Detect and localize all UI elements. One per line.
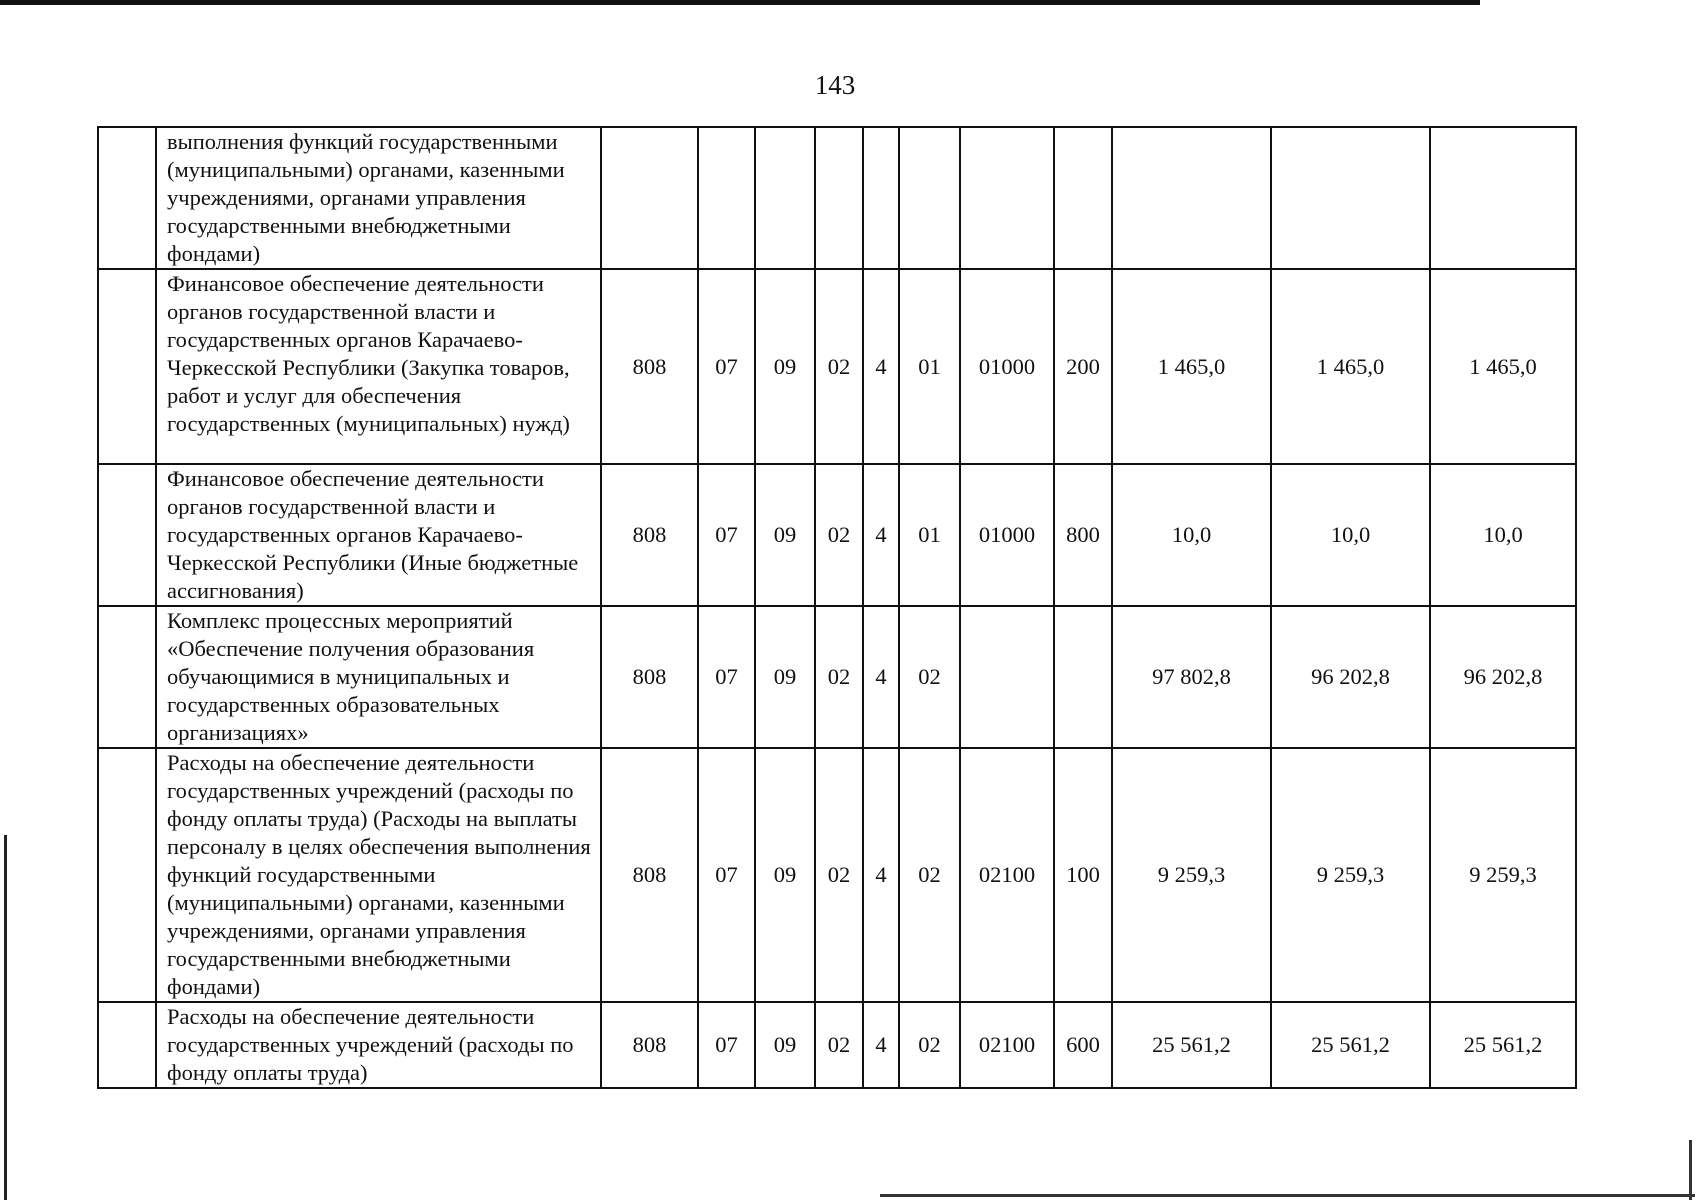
section-code-cell: 07 — [698, 464, 755, 606]
structure-type-code-cell: 4 — [863, 606, 899, 748]
structure-element-code-cell: 02 — [899, 606, 960, 748]
amount-year-2-cell: 96 202,8 — [1271, 606, 1430, 748]
expense-type-code-cell: 100 — [1054, 748, 1112, 1002]
grbs-code-cell: 808 — [601, 748, 698, 1002]
subsection-code-cell: 09 — [755, 269, 815, 464]
subsection-code-cell: 09 — [755, 606, 815, 748]
table-row — [98, 748, 1576, 1002]
budget-table — [97, 126, 1577, 1089]
direction-code-cell: 02100 — [960, 1002, 1054, 1088]
section-code-cell: 07 — [698, 269, 755, 464]
structure-element-code-cell: 01 — [899, 464, 960, 606]
amount-year-1-cell — [1112, 127, 1271, 269]
row-number-cell — [98, 1002, 156, 1088]
scan-edge-left — [4, 835, 7, 1200]
amount-year-3-cell: 1 465,0 — [1430, 269, 1576, 464]
expense-type-code-cell — [1054, 127, 1112, 269]
structure-type-code-cell: 4 — [863, 748, 899, 1002]
description-cell: Расходы на обеспечение деятельности государственных учреждений (расходы по фонду оплаты труда) (Расходы на выплаты персоналу в целях обеспечения выполнения функций государственными (муниципальными) органами, казенными учреждениями, органами управления государственными внебюджетными фондами) — [156, 748, 601, 1002]
page-number: 143 — [814, 70, 856, 100]
row-number-cell — [98, 127, 156, 269]
grbs-code-cell: 808 — [601, 464, 698, 606]
row-number-cell — [98, 464, 156, 606]
structure-element-code-cell: 02 — [899, 1002, 960, 1088]
subsection-code-cell — [755, 127, 815, 269]
amount-year-1-cell: 97 802,8 — [1112, 606, 1271, 748]
structure-element-code-cell: 02 — [899, 748, 960, 1002]
amount-year-3-cell: 96 202,8 — [1430, 606, 1576, 748]
structure-type-code-cell: 4 — [863, 269, 899, 464]
subsection-code-cell: 09 — [755, 464, 815, 606]
structure-type-code-cell: 4 — [863, 464, 899, 606]
amount-year-1-cell: 10,0 — [1112, 464, 1271, 606]
structure-type-code-cell — [863, 127, 899, 269]
row-number-cell — [98, 606, 156, 748]
program-code-cell: 02 — [815, 1002, 863, 1088]
subsection-code-cell: 09 — [755, 1002, 815, 1088]
grbs-code-cell — [601, 127, 698, 269]
section-code-cell: 07 — [698, 1002, 755, 1088]
table-row — [98, 464, 1576, 606]
amount-year-2-cell: 1 465,0 — [1271, 269, 1430, 464]
expense-type-code-cell: 200 — [1054, 269, 1112, 464]
direction-code-cell: 02100 — [960, 748, 1054, 1002]
description-cell: Комплекс процессных мероприятий «Обеспечение получения образования обучающимися в муниципальных и государственных образовательных организациях» — [156, 606, 601, 748]
direction-code-cell — [960, 606, 1054, 748]
grbs-code-cell: 808 — [601, 606, 698, 748]
grbs-code-cell: 808 — [601, 1002, 698, 1088]
expense-type-code-cell: 800 — [1054, 464, 1112, 606]
description-cell: Финансовое обеспечение деятельности органов государственной власти и государственных органов Карачаево-Черкесской Республики (Закупка товаров, работ и услуг для обеспечения государственных (муниципальных) нужд) — [156, 269, 601, 464]
description-cell: Расходы на обеспечение деятельности государственных учреждений (расходы по фонду оплаты труда) — [156, 1002, 601, 1088]
structure-element-code-cell — [899, 127, 960, 269]
program-code-cell — [815, 127, 863, 269]
row-number-cell — [98, 748, 156, 1002]
table-row — [98, 127, 1576, 269]
amount-year-1-cell: 1 465,0 — [1112, 269, 1271, 464]
expense-type-code-cell: 600 — [1054, 1002, 1112, 1088]
program-code-cell: 02 — [815, 748, 863, 1002]
amount-year-1-cell: 25 561,2 — [1112, 1002, 1271, 1088]
table-row — [98, 269, 1576, 464]
grbs-code-cell: 808 — [601, 269, 698, 464]
section-code-cell — [698, 127, 755, 269]
program-code-cell: 02 — [815, 269, 863, 464]
subsection-code-cell: 09 — [755, 748, 815, 1002]
table-row — [98, 1002, 1576, 1088]
amount-year-2-cell: 25 561,2 — [1271, 1002, 1430, 1088]
amount-year-3-cell: 25 561,2 — [1430, 1002, 1576, 1088]
structure-element-code-cell: 01 — [899, 269, 960, 464]
structure-type-code-cell: 4 — [863, 1002, 899, 1088]
amount-year-3-cell: 10,0 — [1430, 464, 1576, 606]
scan-edge-top — [0, 0, 1480, 5]
amount-year-2-cell — [1271, 127, 1430, 269]
amount-year-3-cell: 9 259,3 — [1430, 748, 1576, 1002]
scan-edge-right — [1689, 1140, 1692, 1200]
description-cell: выполнения функций государственными (муниципальными) органами, казенными учреждениями, органами управления государственными внебюджетными фондами) — [156, 127, 601, 269]
scan-edge-bottom — [880, 1194, 1695, 1197]
description-cell: Финансовое обеспечение деятельности органов государственной власти и государственных органов Карачаево-Черкесской Республики (Иные бюджетные ассигнования) — [156, 464, 601, 606]
amount-year-3-cell — [1430, 127, 1576, 269]
row-number-cell — [98, 269, 156, 464]
direction-code-cell: 01000 — [960, 269, 1054, 464]
amount-year-1-cell: 9 259,3 — [1112, 748, 1271, 1002]
program-code-cell: 02 — [815, 464, 863, 606]
amount-year-2-cell: 9 259,3 — [1271, 748, 1430, 1002]
section-code-cell: 07 — [698, 606, 755, 748]
section-code-cell: 07 — [698, 748, 755, 1002]
direction-code-cell — [960, 127, 1054, 269]
amount-year-2-cell: 10,0 — [1271, 464, 1430, 606]
expense-type-code-cell — [1054, 606, 1112, 748]
direction-code-cell: 01000 — [960, 464, 1054, 606]
table-row — [98, 606, 1576, 748]
program-code-cell: 02 — [815, 606, 863, 748]
